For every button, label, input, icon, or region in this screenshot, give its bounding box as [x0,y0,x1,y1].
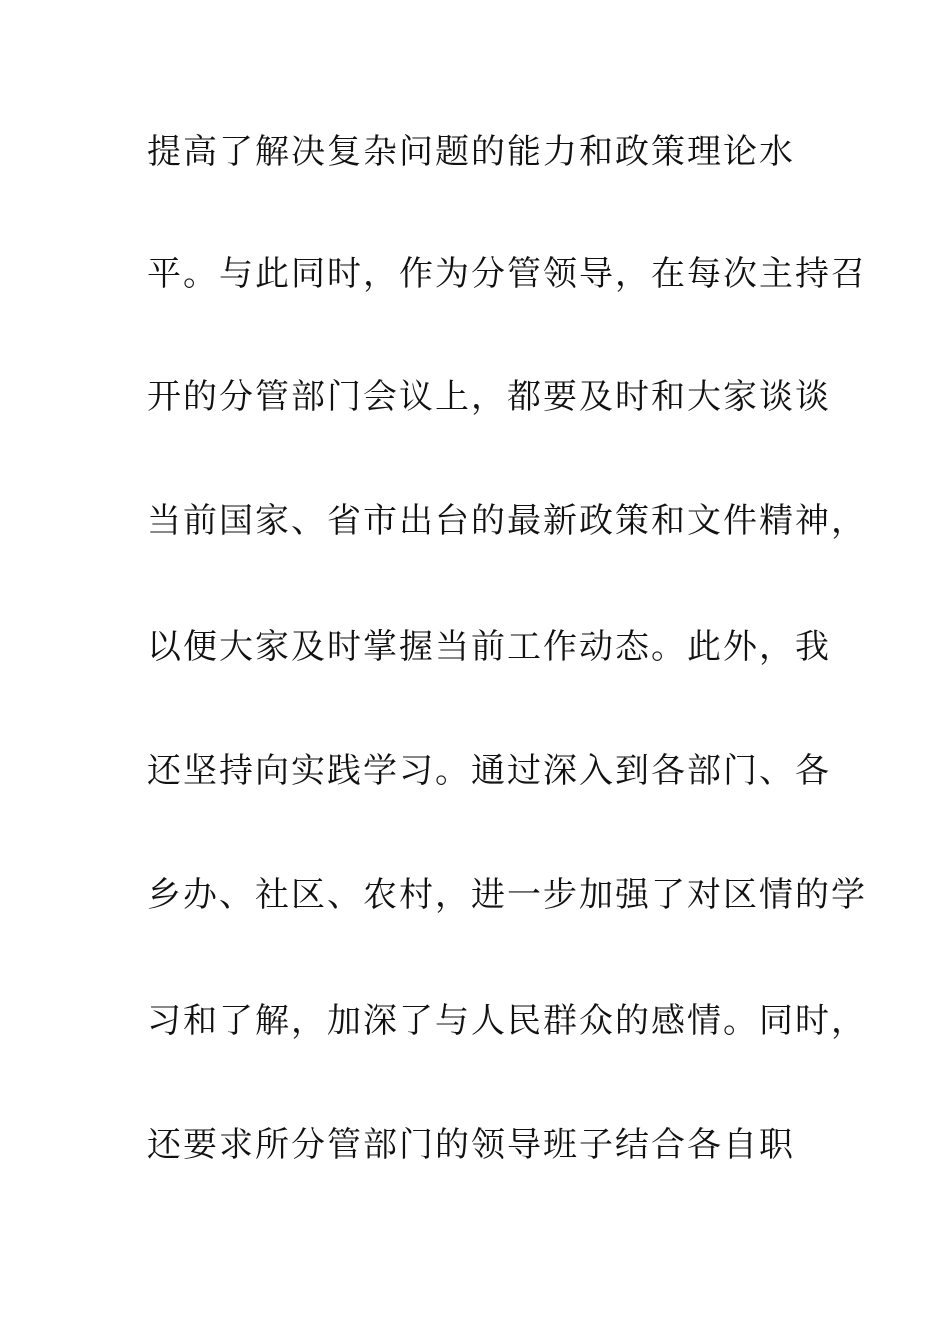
paragraph-line-3: 开的分管部门会议上，都要及时和大家谈谈 [147,377,831,417]
paragraph-line-5: 以便大家及时掌握当前工作动态。此外，我 [147,627,831,667]
paragraph-line-4: 当前国家、省市出台的最新政策和文件精神， [147,501,867,541]
paragraph-line-7: 乡办、社区、农村，进一步加强了对区情的学 [147,875,867,915]
paragraph-line-9: 还要求所分管部门的领导班子结合各自职 [147,1125,795,1165]
paragraph-line-8: 习和了解，加深了与人民群众的感情。同时， [147,1001,867,1041]
paragraph-line-6: 还坚持向实践学习。通过深入到各部门、各 [147,751,831,791]
paragraph-line-2: 平。与此同时，作为分管领导，在每次主持召 [147,254,867,294]
paragraph-line-1: 提高了解决复杂问题的能力和政策理论水 [147,132,795,172]
